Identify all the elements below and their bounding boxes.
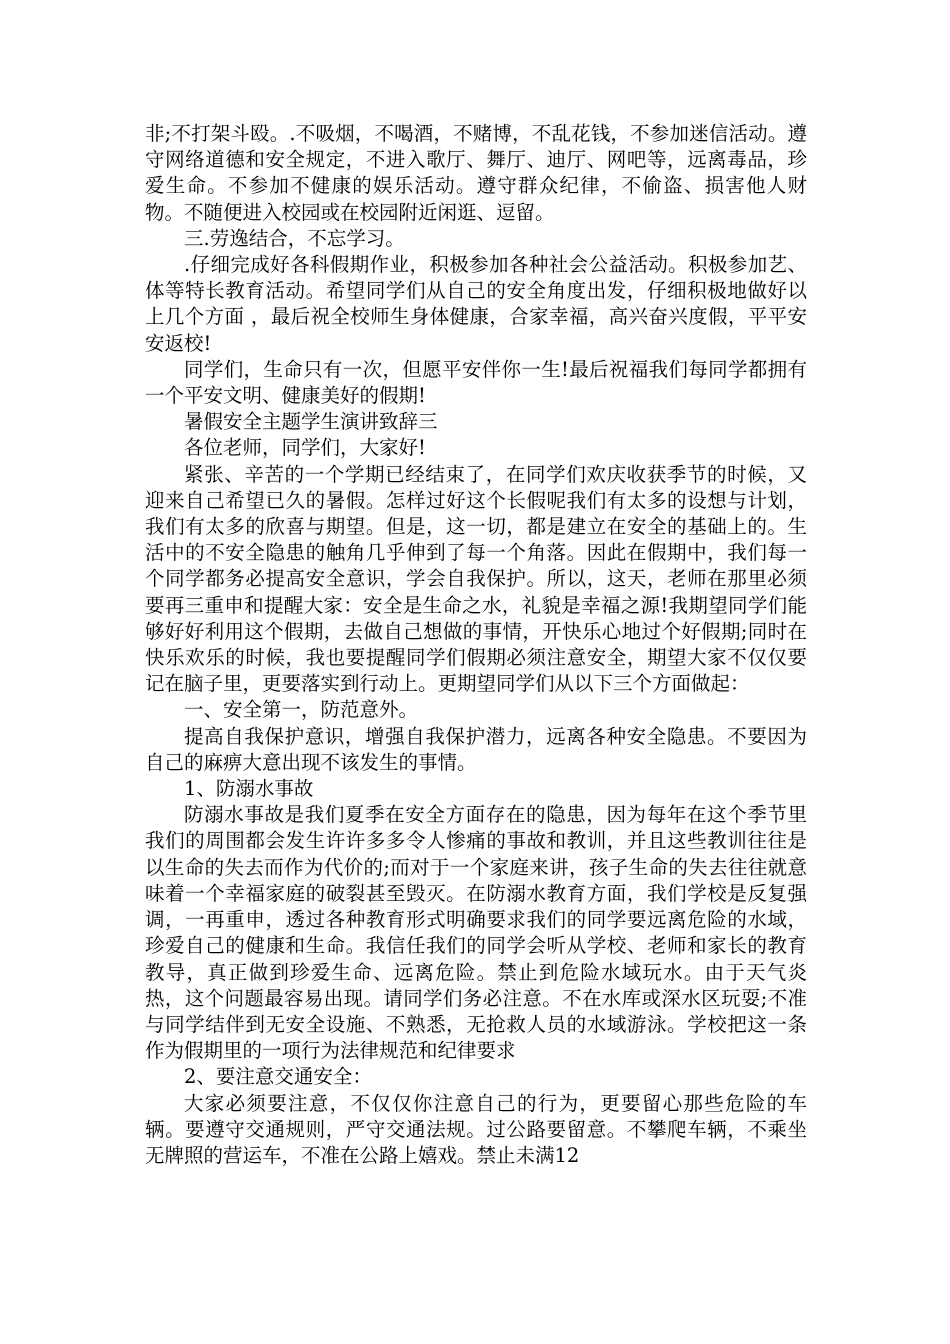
paragraph: 同学们，生命只有一次，但愿平安伴你一生!最后祝福我们每同学都拥有一个平安文明、健康美好的假期! [145,357,807,408]
paragraph: .仔细完成好各科假期作业，积极参加各种社会公益活动。积极参加艺、体等特长教育活动。希望同学们从自己的安全角度出发，仔细积极地做好以上几个方面 ，最后祝全校师生身体健康，合家幸福，高兴奋兴度假，平平安安返校! [145,253,807,355]
paragraph-continuation: 非;不打架斗殴。.不吸烟，不喝酒，不赌博，不乱花钱，不参加迷信活动。遵守网络道德和安全规定，不进入歌厅、舞厅、迪厅、网吧等，远离毒品，珍爱生命。不参加不健康的娱乐活动。遵守群众纪律，不偷盗、损害他人财物。不随便进入校园或在校园附近闲逛、逗留。 [145,122,807,224]
section-heading-one: 一、安全第一，防范意外。 [184,698,419,722]
document-title: 暑假安全主题学生演讲致辞三 [184,410,438,434]
document-body [145,121,807,1169]
greeting: 各位老师，同学们，大家好! [184,436,426,460]
subheading-drowning: 1、防溺水事故 [184,777,314,801]
subheading-traffic: 2、要注意交通安全： [184,1065,372,1089]
paragraph: 大家必须要注意，不仅仅你注意自己的行为，更要留心那些危险的车辆。要遵守交通规则，严守交通法规。过公路要留意。不攀爬车辆，不乘坐无牌照的营运车，不准在公路上嬉戏。禁止未满12 [145,1091,807,1167]
paragraph: 提高自我保护意识，增强自我保护潜力，远离各种安全隐患。不要因为自己的麻痹大意出现不该发生的事情。 [145,724,807,774]
paragraph: 紧张、辛苦的一个学期已经结束了，在同学们欢庆收获季节的时候，又迎来自己希望已久的暑假。怎样过好这个长假呢我们有太多的设想与计划，我们有太多的欣喜与期望。但是，这一切，都是建立在安全的基础上的。生活中的不安全隐患的触角几乎伸到了每一个角落。因此在假期中，我们每一个同学都务必提高安全意识，学会自我保护。所以，这天，老师在那里必须要再三重申和提醒大家：安全是生命之水，礼貌是幸福之源!我期望同学们能够好好利用这个假期，去做自己想做的事情，开快乐心地过个好假期;同时在快乐欢乐的时候，我也要提醒同学们假期必须注意安全，期望大家不仅仅要记在脑子里，更要落实到行动上。更期望同学们从以下三个方面做起： [145,462,807,696]
section-heading-three: 三.劳逸结合，不忘学习。 [184,226,405,250]
paragraph: 防溺水事故是我们夏季在安全方面存在的隐患，因为每年在这个季节里我们的周围都会发生许许多多令人惨痛的事故和教训，并且这些教训往往是以生命的失去而作为代价的;而对于一个家庭来讲，孩子生命的失去往往就意味着一个幸福家庭的破裂甚至毁灭。在防溺水教育方面，我们学校是反复强调，一再重申，透过各种教育形式明确要求我们的同学要远离危险的水域，珍爱自己的健康和生命。我信任我们的同学会听从学校、老师和家长的教育教导，真正做到珍爱生命、远离危险。禁止到危险水域玩水。由于天气炎热，这个问题最容易出现。请同学们务必注意。不在水库或深水区玩耍;不准与同学结伴到无安全设施、不熟悉，无抢救人员的水域游泳。学校把这一条作为假期里的一项行为法律规范和纪律要求 [145,803,807,1063]
